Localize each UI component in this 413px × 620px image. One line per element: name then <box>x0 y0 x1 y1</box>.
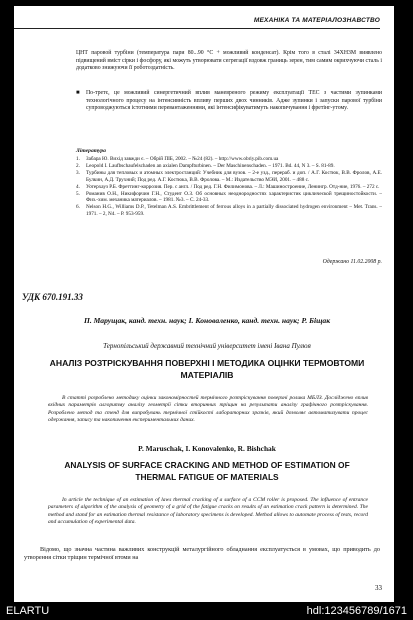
body-paragraph: Відомо, що значна частина важливих конструкцій металургійного обладнання експлуатується в умовах, що приводить до утворення сітки тріщин термічної втоми на <box>24 546 380 561</box>
page-number: 33 <box>375 584 382 592</box>
bullet-icon: ■ <box>76 90 80 96</box>
reference-text: Nelson H.G., Williams D.P., Tetelman A.S. Embrittlement of ferrous alloys in a partially dissociated hydrogen environment – Met. Trans. – 1971. – 2, N4. – P. 953-959. <box>86 204 382 218</box>
received-date: Одержано 11.02.2008 р. <box>322 259 382 265</box>
journal-page <box>14 6 394 602</box>
reference-text: Leopold I. Laufbschaufelschaden an axialen Dampfturbinen. – Der Maschinenschaden. – 1971. Bd. 44, N 3. – S. 81-89. <box>86 162 335 169</box>
running-header: МЕХАНІКА ТА МАТЕРІАЛОЗНАВСТВО <box>14 14 380 29</box>
bullet-text: По-третє, це можливий синергетичний вплив маневреного режиму експлуатації ТЕС з частими зупинками технологічного процесу на інтенсивність впливу перших двох чинників. Адже зупинки і запуски парової турбіни супроводжуються істотними перевантаженнями, які інтенсифікуватимуть накопичування і фретінг-утому. <box>86 90 382 112</box>
reference-item: 6. Nelson H.G., Williams D.P., Tetelman A.S. Embrittlement of ferrous alloys in a partially dissociated hydrogen environment – Met. Trans. – 1971. – 2, N4. – P. 953-959. <box>76 204 382 218</box>
abstract-en: In article the technique of an estimation of laws thermal cracking of a surface of a CCM roller is proposed. The influence of entrance parameters of algorithm of the analysis of geometry of a grid of the fatigue cracks on results of an estimation crack pattern is determined. The method and stand for an estimation thermal resistance of laboratory specimens is developed. Method allows to automate process of tests, record and accumulation of experimental data. <box>48 497 368 526</box>
reference-text: Романив О.Н., Никифорчин Г.Н., Студент О.З. Об основных неоднородностях характеристик циклической трещиностойкости. – Физ.-хим. механика материалов. – 1981. №3. – С. 24-33. <box>86 190 382 204</box>
reference-item: 3. Турбины для тепловых и атомных электростанций: Учебник для вузов. – 2-е узд., перераб. и доп. / А.Г. Костюк, В.В. Фролов, А.Е. Булкин, А.Д. Трухний; Под ред. А.Г. Костюка, В.В. Фролова. – М.: Издательство МЭИ, 2001. – 488 с. <box>76 169 382 183</box>
reference-text: Забара Ю. Вихід завжди є. – Обрій ПІБ, 2002. – №24 (82). – http://www.obriy.pib.com.ua <box>86 156 279 162</box>
udc-code: УДК 670.191.33 <box>22 292 83 302</box>
handle-identifier: hdl:123456789/1671 <box>306 605 407 617</box>
article-title-ua: АНАЛІЗ РОЗТРІСКУВАННЯ ПОВЕРХНІ І МЕТОДИКА ОЦІНКИ ТЕРМОВТОМИ МАТЕРІАЛІВ <box>49 358 365 380</box>
authors-en: P. Maruschak, I. Konovalenko, R. Bishchak <box>138 444 276 453</box>
reference-text: Уотерхауз Р.Б. Фреттинг-коррозия. Пер. с англ. / Под ред. Г.Н. Филимонова. – Л.: Машиностроение, Ленингр. Отд-ние, 1976. – 272 с. <box>86 183 380 190</box>
literature-heading: Література <box>76 148 106 154</box>
affiliation: Тернопільський державний технічний університет імені Івана Пулюя <box>103 342 311 350</box>
paragraph-continued: ЦНТ паровой турбіни (температура пари 80...90 °С + можливий конденсат). Крім того в сталі 34ХН3М виявлено підвищений вміст сірки і фосфору, які можуть утворювати сегрегації вздовж границь зерен, тим самим окрихчуючи сталь і додатково знижуючи її роботоздатність. <box>76 50 382 72</box>
bullet-paragraph <box>76 90 382 113</box>
repository-label: ELARTU <box>6 605 50 617</box>
authors-ua: П. Марущак, канд. техн. наук; І. Коноваленко, канд. техн. наук; Р. Біщак <box>83 316 331 325</box>
reference-list <box>76 156 382 218</box>
article-title-en: ANALYSIS OF SURFACE CRACKING AND METHOD OF ESTIMATION OF THERMAL FATIGUE OF MATERIALS <box>64 460 350 482</box>
reference-item: 5. Романив О.Н., Никифорчин Г.Н., Студент О.З. Об основных неоднородностях характеристик циклической трещиностойкости. – Физ.-хим. механика материалов. – 1981. №3. – С. 24-33. <box>76 190 382 204</box>
reference-item: 2. Leopold I. Laufbschaufelschaden an axialen Dampfturbinen. – Der Maschinenschaden. – 1971. Bd. 44, N 3. – S. 81-89. <box>76 162 335 169</box>
footer-bar <box>0 602 413 620</box>
reference-text: Турбины для тепловых и атомных электростанций: Учебник для вузов. – 2-е узд., перераб. и доп. / А.Г. Костюк, В.В. Фролов, А.Е. Булкин, А.Д. Трухний; Под ред. А.Г. Костюка, В.В. Фролова. – М.: Издательство МЭИ, 2001. – 488 с. <box>86 169 382 183</box>
abstract-ua: В статті розроблено методику оцінки закономірностей термічного розтріскування поверхні ролика МБЛЗ. Досліджено вплив вхідних параметрів алгоритму аналізу геометрії сітки вторинних тріщин на результати аналізу графічного розтріскування. Розроблено метод та стенд для випробувань термічної стійкості лабораторних зразків, який дозволяє автоматизувати процес одержання, запису та накопичення експериментальних даних. <box>48 395 368 424</box>
reference-item: 4. Уотерхауз Р.Б. Фреттинг-коррозия. Пер. с англ. / Под ред. Г.Н. Филимонова. – Л.: Машиностроение, Ленингр. Отд-ние, 1976. – 272 с. <box>76 183 380 190</box>
reference-item: 1. Забара Ю. Вихід завжди є. – Обрій ПІБ, 2002. – №24 (82). – http://www.obriy.pib.com.ua <box>76 156 279 162</box>
